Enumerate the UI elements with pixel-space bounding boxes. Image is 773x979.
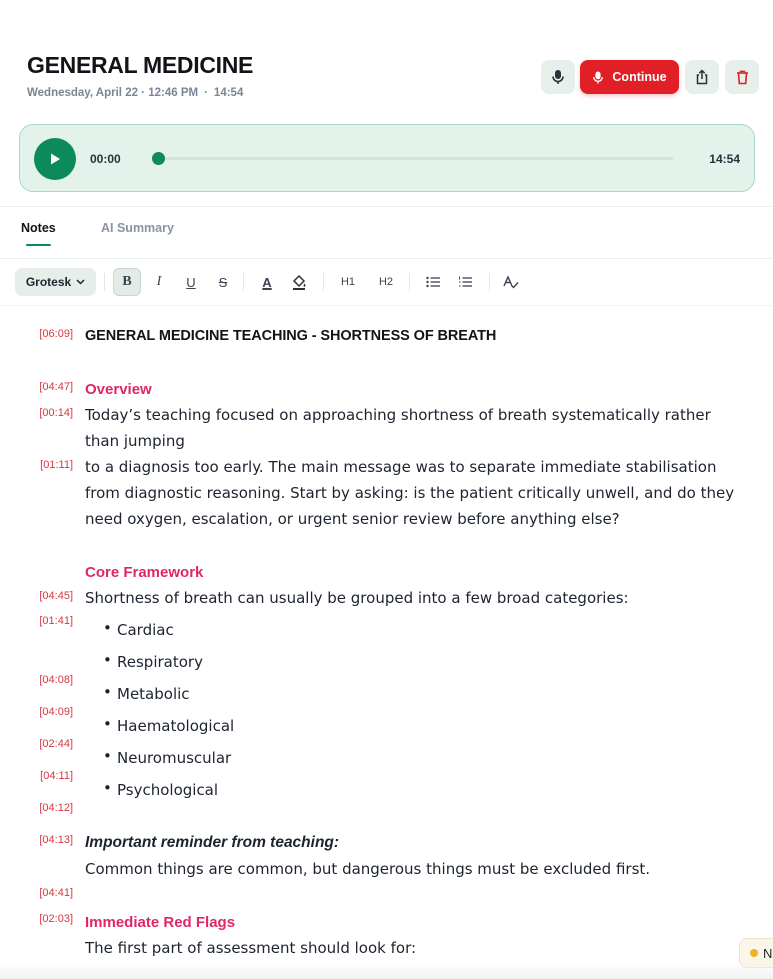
timestamp[interactable]: [02:44] (39, 738, 73, 750)
highlight-button[interactable] (285, 268, 313, 296)
status-dot-icon (750, 949, 758, 957)
list-item: Haematological (117, 717, 235, 735)
section-heading-overview: Overview (85, 381, 152, 398)
timestamp[interactable]: [01:41] (39, 615, 73, 627)
note-header (27, 52, 253, 99)
timestamp[interactable]: [00:14] (39, 407, 73, 419)
bold-button[interactable]: B (113, 268, 141, 296)
page-title: GENERAL MEDICINE (27, 52, 254, 78)
section-heading-core-framework: Core Framework (85, 564, 204, 581)
paragraph-line: than jumping (85, 432, 185, 450)
timestamp[interactable]: [02:03] (39, 913, 73, 925)
list-item: Cardiac (117, 621, 174, 639)
timestamp[interactable]: [06:09] (39, 328, 73, 340)
list-item: Respiratory (117, 653, 203, 671)
timestamp[interactable]: [04:09] (39, 706, 73, 718)
strikethrough-button[interactable]: S (218, 274, 228, 290)
divider (0, 258, 773, 259)
section-heading-red-flags: Immediate Red Flags (85, 914, 236, 931)
total-time: 14:54 (709, 152, 740, 166)
share-icon (695, 69, 709, 85)
timestamp[interactable]: [04:08] (39, 674, 73, 686)
chevron-down-icon (76, 279, 85, 285)
divider (0, 206, 773, 207)
bullet-marker: • (103, 747, 112, 765)
italic-button[interactable]: I (156, 274, 162, 289)
spellcheck-button[interactable] (497, 268, 525, 296)
timestamp[interactable]: [04:13] (39, 834, 73, 846)
bottom-fade (0, 962, 773, 979)
text-color-button[interactable]: A (262, 274, 272, 290)
toolbar-separator (104, 273, 105, 291)
note-date: Wednesday, April 22 · 12:46 PM (27, 87, 199, 99)
share-button[interactable] (685, 60, 719, 94)
meta-separator: · (204, 87, 208, 99)
paragraph-line: from diagnostic reasoning. Start by asking: is the patient critically unwell, and do they (85, 484, 735, 502)
microphone-button[interactable] (541, 60, 575, 94)
bullet-marker: • (103, 619, 112, 637)
continue-recording-button[interactable] (580, 60, 679, 94)
status-chip-label: N (763, 945, 773, 961)
seek-handle[interactable] (152, 152, 165, 165)
toolbar-separator (323, 273, 324, 291)
bullet-marker: • (103, 683, 112, 701)
divider (0, 305, 773, 306)
heading-2-button[interactable]: H2 (378, 276, 394, 288)
microphone-icon (551, 69, 565, 85)
heading-1-button[interactable]: H1 (340, 276, 356, 288)
active-tab-indicator (26, 244, 51, 246)
toolbar-separator (489, 273, 490, 291)
underline-button[interactable]: U (186, 274, 196, 290)
timestamp[interactable]: [04:41] (39, 887, 73, 899)
font-select-value: Grotesk (25, 275, 72, 289)
trash-icon (736, 70, 749, 85)
delete-button[interactable] (725, 60, 759, 94)
seek-track[interactable] (158, 157, 674, 160)
list-item: Neuromuscular (117, 749, 232, 767)
timestamp[interactable]: [04:12] (39, 802, 73, 814)
toolbar-separator (243, 273, 244, 291)
timestamp[interactable]: [04:47] (39, 381, 73, 393)
numbered-list-icon (458, 276, 473, 288)
timestamp[interactable]: [01:11] (40, 459, 73, 471)
paragraph-line: to a diagnosis too early. The main message was to separate immediate stabilisation (85, 458, 717, 476)
continue-label: Continue (612, 70, 667, 84)
bullet-list-button[interactable] (419, 268, 447, 296)
bullet-marker: • (103, 715, 112, 733)
note-heading: GENERAL MEDICINE TEACHING - SHORTNESS OF BREATH (85, 328, 497, 344)
numbered-list-button[interactable] (451, 268, 479, 296)
paint-bucket-icon (291, 274, 307, 290)
bullet-marker: • (103, 779, 112, 797)
microphone-icon (592, 70, 604, 85)
paragraph-line: Today’s teaching focused on approaching shortness of breath systematically rather (85, 406, 711, 424)
reminder-heading: Important reminder from teaching: (85, 834, 340, 851)
timestamp[interactable]: [04:11] (40, 770, 73, 782)
tab-ai-summary[interactable]: AI Summary (101, 221, 174, 235)
play-icon (48, 152, 62, 166)
play-button[interactable] (34, 138, 76, 180)
paragraph-line: Shortness of breath can usually be grouped into a few broad categories: (85, 589, 629, 607)
bullet-list-icon (426, 276, 441, 288)
tab-notes[interactable]: Notes (21, 221, 56, 235)
current-time: 00:00 (90, 152, 121, 166)
note-meta (27, 87, 253, 99)
list-item: Psychological (117, 781, 219, 799)
audio-player (19, 124, 755, 192)
font-select[interactable] (15, 268, 96, 296)
list-item: Metabolic (117, 685, 190, 703)
spellcheck-icon (503, 275, 519, 289)
formatting-toolbar (0, 268, 773, 296)
paragraph-line: Common things are common, but dangerous things must be excluded first. (85, 860, 651, 878)
paragraph-line: The first part of assessment should look for: (85, 939, 417, 957)
bullet-marker: • (103, 651, 112, 669)
toolbar-separator (409, 273, 410, 291)
paragraph-line: need oxygen, escalation, or urgent senior review before anything else? (85, 510, 620, 528)
timestamp[interactable]: [04:45] (39, 590, 73, 602)
note-duration: 14:54 (213, 87, 244, 99)
